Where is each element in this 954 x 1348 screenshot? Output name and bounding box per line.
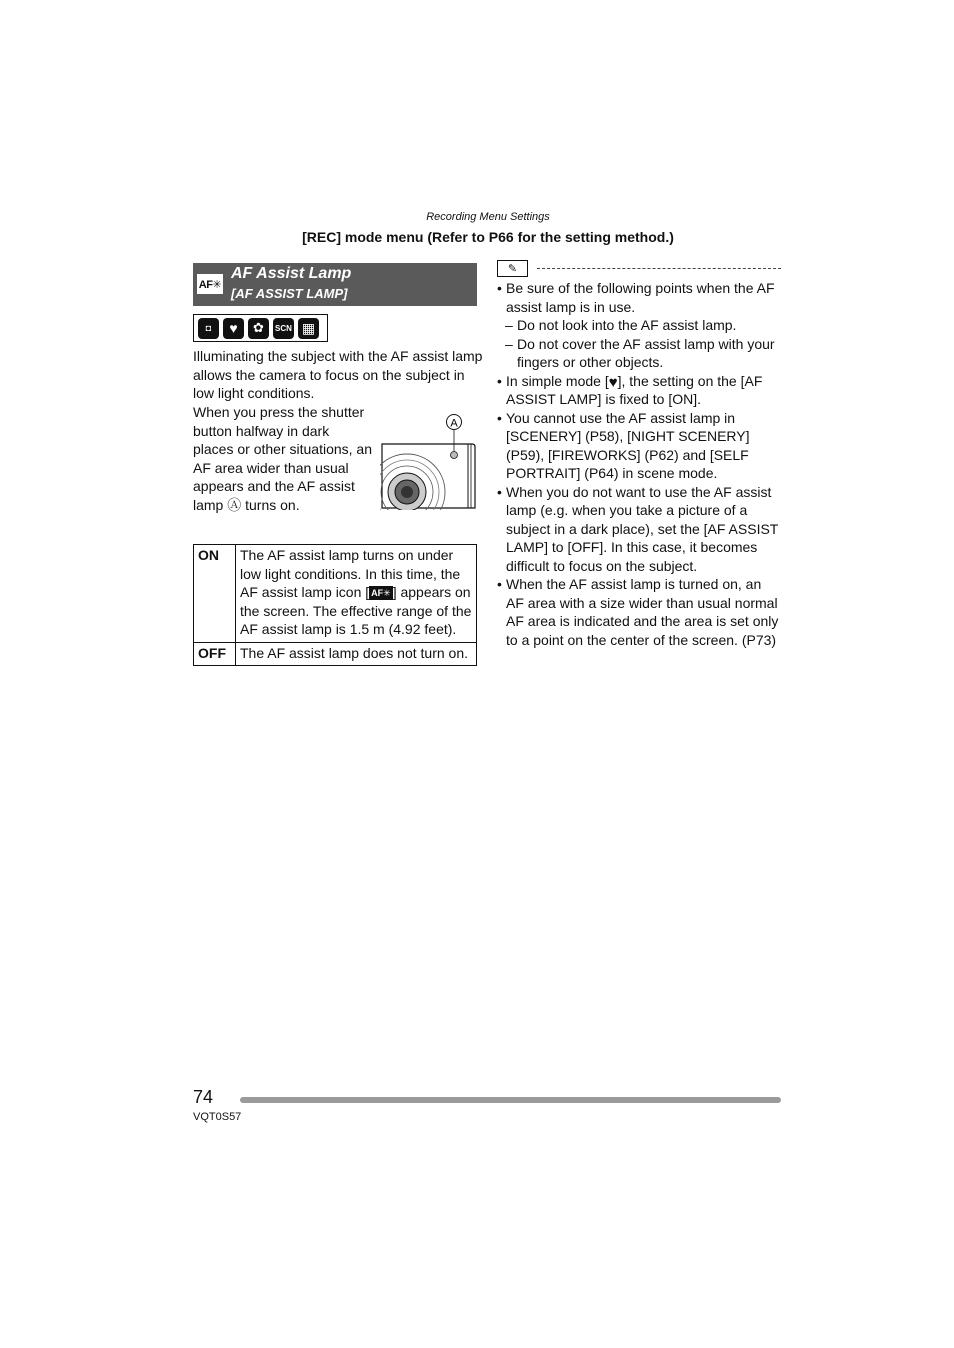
callout-label: A bbox=[450, 417, 458, 430]
section-subtitle: [AF ASSIST LAMP] bbox=[231, 286, 348, 301]
af-assist-icon: AF✳ bbox=[371, 588, 391, 599]
note-header bbox=[497, 259, 781, 279]
movie-icon: ▦ bbox=[298, 318, 319, 339]
intro-paragraph: Illuminating the subject with the AF assist lamp allows the camera to focus on the subject in low light conditions. bbox=[193, 348, 483, 401]
note-pencil-icon: ✎ bbox=[497, 260, 528, 277]
section-title: AF Assist Lamp bbox=[231, 265, 352, 282]
options-table bbox=[193, 544, 477, 666]
footer-rule bbox=[240, 1097, 781, 1103]
option-description: The AF assist lamp turns on under low light conditions. In this time, the AF assist lamp icon [ AF✳ ] appears on the screen. The effective range of the AF assist lamp is 1.5 m (4.92 feet). bbox=[236, 545, 477, 643]
list-item: • In simple mode [♥], the setting on the [AF ASSIST LAMP] is fixed to [ON]. bbox=[497, 372, 781, 409]
option-key: ON bbox=[194, 545, 236, 643]
press-paragraph: When you press the shutter button halfway in dark places or other situations, an AF area wider than usual appears and the AF assist lamp Ⓐ turns on. bbox=[193, 404, 372, 513]
camera-illustration bbox=[380, 410, 476, 510]
af-assist-icon: AF✳ bbox=[197, 274, 223, 294]
menu-title: [REC] mode menu (Refer to P66 for the setting method.) bbox=[302, 229, 674, 245]
heart-icon: ♥ bbox=[608, 373, 618, 391]
table-row bbox=[194, 545, 477, 643]
dashed-divider bbox=[537, 268, 781, 269]
scene-icon: SCN bbox=[273, 318, 294, 339]
model-code: VQT0S57 bbox=[193, 1111, 242, 1123]
option-key: OFF bbox=[194, 642, 236, 666]
notes-list bbox=[497, 279, 781, 649]
list-item: • When the AF assist lamp is turned on, an AF area with a size wider than usual normal AF area is indicated and the area is set only to a point on the center of the screen. (P73) bbox=[497, 575, 781, 649]
list-item: • You cannot use the AF assist lamp in [SCENERY] (P58), [NIGHT SCENERY] (P59), [FIREWORKS] (P62) and [SELF PORTRAIT] (P64) in scene mode. bbox=[497, 409, 781, 483]
page-number: 74 bbox=[193, 1087, 214, 1107]
heart-icon: ♥ bbox=[223, 318, 244, 339]
option-description: The AF assist lamp does not turn on. bbox=[236, 642, 477, 666]
list-item: • Be sure of the following points when the AF assist lamp is in use. bbox=[497, 279, 781, 316]
table-row bbox=[194, 642, 477, 666]
camera-icon: ◘ bbox=[198, 318, 219, 339]
section-header: Recording Menu Settings bbox=[426, 211, 550, 223]
mode-icon-strip bbox=[193, 314, 328, 342]
list-item: • When you do not want to use the AF assist lamp (e.g. when you take a picture of a subject in a dark place), set the [AF ASSIST LAMP] to [OFF]. In this case, it becomes difficult to focus on the subject. bbox=[497, 483, 781, 576]
macro-icon: ✿ bbox=[248, 318, 269, 339]
list-subitem: – Do not cover the AF assist lamp with your fingers or other objects. bbox=[497, 335, 781, 372]
section-title-bar bbox=[193, 263, 477, 306]
list-subitem: – Do not look into the AF assist lamp. bbox=[497, 316, 781, 335]
